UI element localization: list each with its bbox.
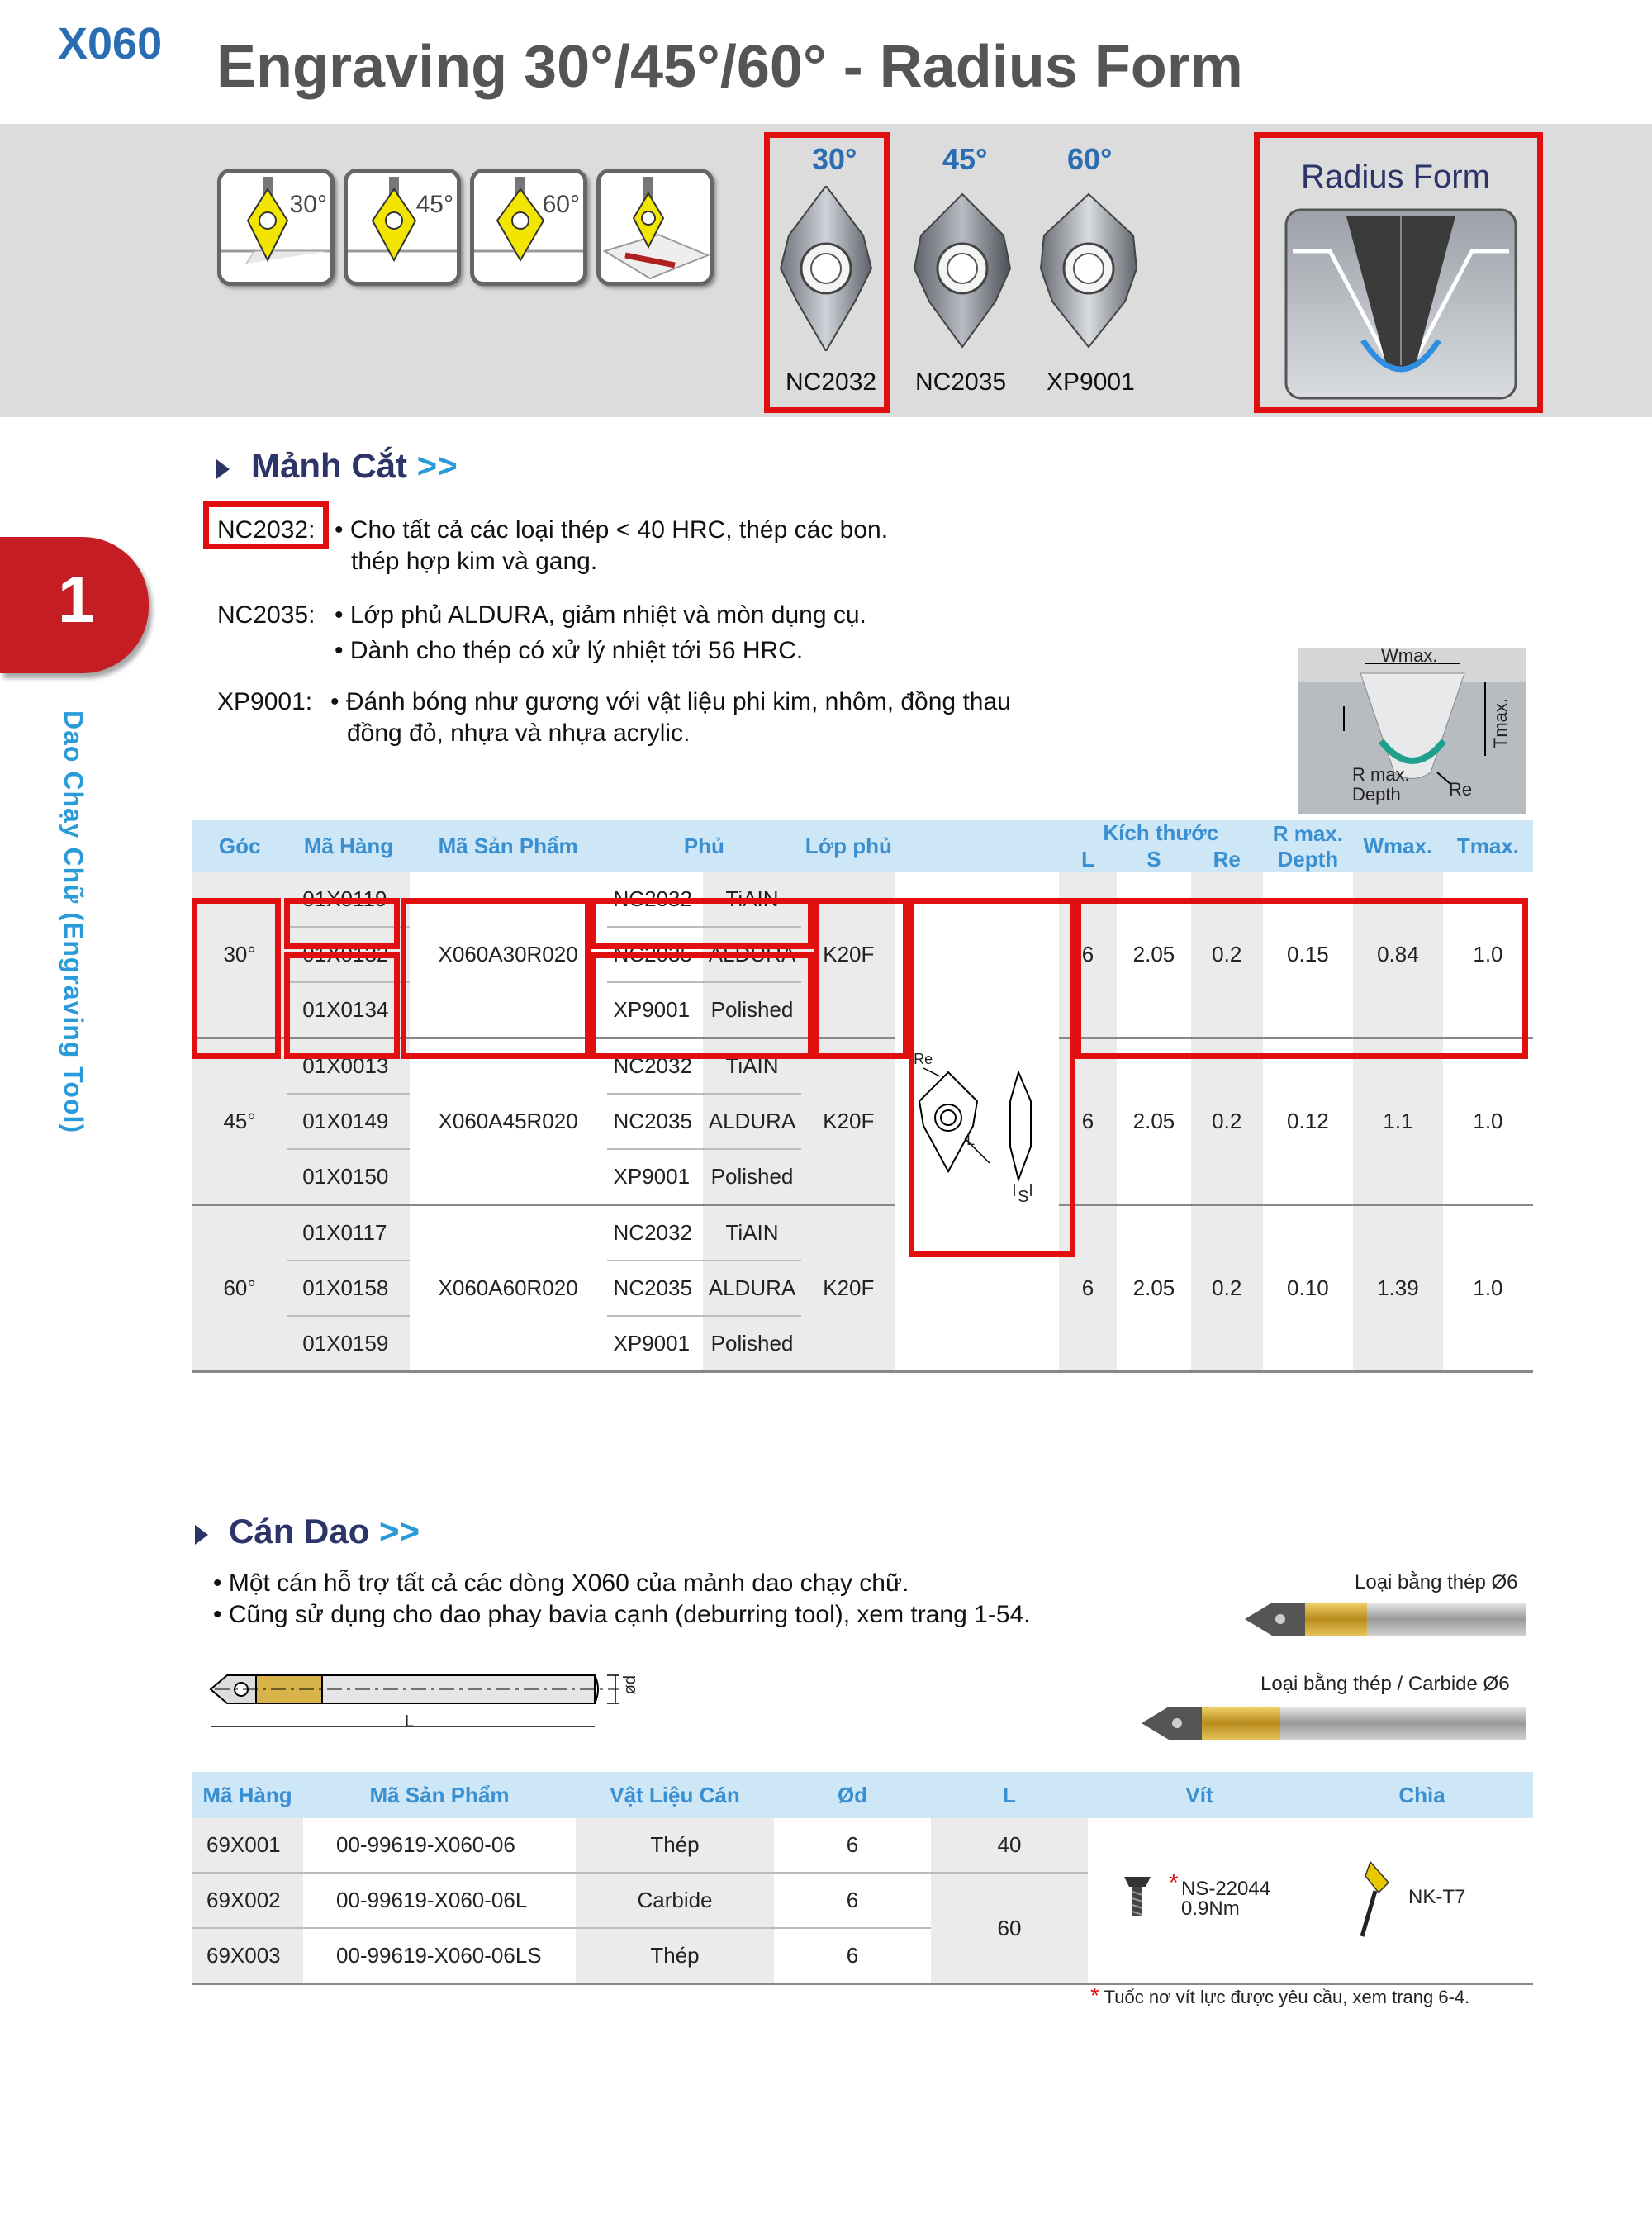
highlight-nc2035-xp9001 bbox=[591, 952, 814, 1059]
cell-ma-hang: 01X0119 bbox=[287, 872, 409, 927]
col-vit: Vít bbox=[1088, 1772, 1311, 1818]
col-rmax: R max. Depth bbox=[1263, 820, 1353, 872]
highlight-dimensions-30 bbox=[1075, 898, 1528, 1059]
cell-tmax: 1.0 bbox=[1443, 1205, 1533, 1372]
engraving-operation-icon bbox=[601, 173, 710, 282]
cell-wmax: 1.1 bbox=[1353, 1038, 1443, 1205]
cell-ma-san-pham: 00-99619-X060-06 bbox=[303, 1818, 576, 1873]
screw-code: NS-22044 bbox=[1181, 1878, 1271, 1900]
icon-45-degree bbox=[344, 169, 461, 286]
section-title: Mảnh Cắt bbox=[251, 446, 407, 485]
col-ma-hang: Mã Hàng bbox=[192, 1772, 303, 1818]
cell-l: 6 bbox=[1059, 1205, 1118, 1372]
section-manh-cat bbox=[251, 446, 458, 486]
cell-s: 2.05 bbox=[1117, 872, 1190, 1038]
col-od: Ød bbox=[774, 1772, 931, 1818]
groove-rmax-label: R max. bbox=[1352, 764, 1410, 785]
footnote bbox=[1090, 1983, 1469, 2009]
cell-lop-phu: K20F bbox=[801, 872, 895, 1038]
cell-grade: NC2035 bbox=[607, 1261, 703, 1316]
insert-45-icon bbox=[348, 173, 457, 282]
holder-bullet: • Một cán hỗ trợ tất cả các dòng X060 của mảnh dao chạy chữ. bbox=[213, 1570, 909, 1597]
diagram-l-label: L bbox=[966, 1131, 976, 1148]
cell-product: X060A45R020 bbox=[410, 1038, 607, 1205]
cell-ma-hang: 69X002 bbox=[192, 1873, 303, 1928]
cell-ma-hang: 01X0149 bbox=[287, 1094, 409, 1149]
section-title: Cán Dao bbox=[229, 1512, 370, 1551]
insert-name-nc2032: NC2032 bbox=[786, 368, 877, 396]
col-s: S bbox=[1117, 846, 1190, 872]
icon-60-degree bbox=[470, 169, 587, 286]
key-code: NK-T7 bbox=[1408, 1886, 1466, 1908]
cell-l: 6 bbox=[1059, 872, 1118, 1038]
cell-re: 0.2 bbox=[1191, 1038, 1263, 1205]
cell-coating: Polished bbox=[703, 1149, 801, 1205]
page-title: Engraving 30°/45°/60° - Radius Form bbox=[216, 34, 1243, 100]
section-bullet-icon bbox=[195, 1525, 208, 1545]
cell-coating: ALDURA bbox=[703, 1261, 801, 1316]
grade-desc-line: • Đánh bóng như gương với vật liệu phi kim, nhôm, đồng thau bbox=[330, 688, 1011, 715]
highlight-diagram bbox=[909, 898, 1075, 1257]
chapter-title: Dao Chạy Chữ (Engraving Tool) bbox=[59, 710, 88, 1134]
cell-angle: 45° bbox=[192, 1038, 287, 1205]
diagram-s-label: S bbox=[1018, 1187, 1029, 1206]
col-wmax: Wmax. bbox=[1353, 820, 1443, 872]
cell-ma-hang: 01X0013 bbox=[287, 1038, 409, 1095]
highlight-01x0119 bbox=[284, 898, 400, 949]
highlight-nc2032-tiain bbox=[591, 898, 814, 949]
grade-code-xp9001: XP9001: bbox=[217, 688, 313, 715]
cell-grade: NC2032 bbox=[607, 1038, 703, 1095]
col-chia: Chìa bbox=[1311, 1772, 1533, 1818]
cell-angle: 60° bbox=[192, 1205, 287, 1372]
cell-coating: ALDURA bbox=[703, 1094, 801, 1149]
col-phu: Phủ bbox=[607, 820, 802, 872]
radius-form-image bbox=[1284, 208, 1517, 400]
cell-ma-hang: 01X0159 bbox=[287, 1316, 409, 1372]
cell-ma-hang: 69X001 bbox=[192, 1818, 303, 1873]
insert-angle-60: 60° bbox=[1067, 142, 1113, 176]
holder-steel-image bbox=[1243, 1596, 1528, 1642]
screw-torque: 0.9Nm bbox=[1181, 1897, 1240, 1920]
cell-vat-lieu: Thép bbox=[576, 1818, 774, 1873]
cell-chia bbox=[1311, 1818, 1533, 1984]
cell-grade: NC2032 bbox=[607, 1205, 703, 1261]
grade-desc-line: • Lớp phủ ALDURA, giảm nhiệt và mòn dụng cụ. bbox=[335, 601, 866, 629]
highlight-k20f bbox=[814, 898, 909, 1059]
key-icon bbox=[1354, 1858, 1395, 1940]
insert-60-icon bbox=[474, 173, 583, 282]
col-ma-hang: Mã Hàng bbox=[287, 820, 409, 872]
groove-depth-label: Depth bbox=[1352, 784, 1401, 805]
cell-ma-san-pham: 00-99619-X060-06LS bbox=[303, 1928, 576, 1984]
cell-rmax: 0.12 bbox=[1263, 1038, 1353, 1205]
section-arrows: >> bbox=[379, 1512, 420, 1551]
cell-coating: Polished bbox=[703, 1316, 801, 1372]
screw-icon bbox=[1121, 1872, 1154, 1921]
cell-wmax: 0.84 bbox=[1353, 872, 1443, 1038]
cell-coating: TiAIN bbox=[703, 872, 801, 927]
screw-star: * bbox=[1169, 1869, 1179, 1897]
cell-coating: TiAIN bbox=[703, 1038, 801, 1095]
insert-name-nc2035: NC2035 bbox=[915, 368, 1007, 396]
col-tmax: Tmax. bbox=[1443, 820, 1533, 872]
groove-tmax-label: Tmax. bbox=[1490, 698, 1511, 749]
col-ma-san-pham: Mã Sản Phẩm bbox=[410, 820, 607, 872]
cell-vat-lieu: Carbide bbox=[576, 1873, 774, 1928]
holder-dim-l: L bbox=[405, 1712, 415, 1731]
cell-grade: XP9001 bbox=[607, 982, 703, 1038]
icon-angle-label: 45° bbox=[415, 191, 453, 218]
grade-desc-line: thép hợp kim và gang. bbox=[351, 548, 598, 575]
series-code: X060 bbox=[58, 19, 163, 69]
icon-angle-label: 60° bbox=[542, 191, 580, 218]
cell-rmax: 0.10 bbox=[1263, 1205, 1353, 1372]
insert-name-xp9001: XP9001 bbox=[1047, 368, 1135, 396]
cell-product: X060A30R020 bbox=[410, 872, 607, 1038]
grade-code-nc2035: NC2035: bbox=[217, 601, 316, 629]
col-re: Re bbox=[1191, 846, 1263, 872]
cell-l: 6 bbox=[1059, 1038, 1118, 1205]
cell-ma-hang: 01X0132 bbox=[287, 927, 409, 982]
cell-re: 0.2 bbox=[1191, 872, 1263, 1038]
section-arrows: >> bbox=[416, 446, 458, 485]
col-l: L bbox=[1059, 846, 1118, 872]
insert-xp9001-image bbox=[1039, 186, 1138, 351]
groove-diagram bbox=[1298, 645, 1526, 814]
highlight-30-insert bbox=[764, 132, 890, 413]
shank-label-steel: Loại bằng thép Ø6 bbox=[1355, 1571, 1518, 1593]
grade-desc-line: • Cho tất cả các loại thép < 40 HRC, thép các bon. bbox=[335, 516, 889, 544]
cell-l: 40 bbox=[931, 1818, 1088, 1873]
cell-ma-hang: 01X0117 bbox=[287, 1205, 409, 1261]
cell-s: 2.05 bbox=[1117, 1205, 1190, 1372]
cell-wmax: 1.39 bbox=[1353, 1205, 1443, 1372]
cell-tmax: 1.0 bbox=[1443, 872, 1533, 1038]
cell-lop-phu: K20F bbox=[801, 1205, 895, 1372]
col-diagram bbox=[895, 820, 1058, 872]
cell-coating: TiAIN bbox=[703, 1205, 801, 1261]
cell-coating: ALDURA bbox=[703, 927, 801, 982]
holder-carbide-image bbox=[1140, 1700, 1528, 1746]
grade-desc-line: đồng đỏ, nhựa và nhựa acrylic. bbox=[347, 720, 691, 747]
cell-ma-san-pham: 00-99619-X060-06L bbox=[303, 1873, 576, 1928]
cell-tmax: 1.0 bbox=[1443, 1038, 1533, 1205]
cell-grade: NC2032 bbox=[607, 872, 703, 927]
cell-re: 0.2 bbox=[1191, 1205, 1263, 1372]
cell-grade: XP9001 bbox=[607, 1316, 703, 1372]
cell-ma-hang: 01X0134 bbox=[287, 982, 409, 1038]
col-goc: Góc bbox=[192, 820, 287, 872]
section-bullet-icon bbox=[216, 459, 230, 479]
highlight-angle-30 bbox=[192, 898, 281, 1059]
cell-ma-hang: 69X003 bbox=[192, 1928, 303, 1984]
col-vat-lieu: Vật Liệu Cán bbox=[576, 1772, 774, 1818]
holder-dim-od: ød bbox=[621, 1675, 639, 1695]
holder-table bbox=[192, 1772, 1533, 1985]
cell-l: 60 bbox=[931, 1873, 1088, 1984]
insert-nc2035-image bbox=[913, 186, 1012, 351]
cell-grade: NC2035 bbox=[607, 927, 703, 982]
cell-od: 6 bbox=[774, 1818, 931, 1873]
groove-wmax-label: Wmax. bbox=[1381, 645, 1438, 666]
cell-rmax: 0.15 bbox=[1263, 872, 1353, 1038]
cell-grade: XP9001 bbox=[607, 1149, 703, 1205]
col-l: L bbox=[931, 1772, 1088, 1818]
cell-vat-lieu: Thép bbox=[576, 1928, 774, 1984]
cell-lop-phu: K20F bbox=[801, 1038, 895, 1205]
cell-vit bbox=[1088, 1818, 1311, 1984]
cell-grade: NC2035 bbox=[607, 1094, 703, 1149]
insert-angle-30: 30° bbox=[812, 142, 857, 176]
icon-engraving-operation bbox=[596, 169, 714, 286]
cell-od: 6 bbox=[774, 1873, 931, 1928]
footnote-text: Tuốc nơ vít lực được yêu cầu, xem trang 6-4. bbox=[1104, 1987, 1470, 2007]
cell-angle: 30° bbox=[192, 872, 287, 1038]
cell-ma-hang: 01X0158 bbox=[287, 1261, 409, 1316]
grade-desc-line: • Dành cho thép có xử lý nhiệt tới 56 HRC. bbox=[335, 637, 804, 664]
footnote-star: * bbox=[1090, 1983, 1099, 2008]
icon-30-degree bbox=[217, 169, 335, 286]
insert-30-icon bbox=[221, 173, 330, 282]
diagram-re-label: Re bbox=[914, 1050, 933, 1067]
cell-s: 2.05 bbox=[1117, 1038, 1190, 1205]
holder-bullet: • Cũng sử dụng cho dao phay bavia cạnh (deburring tool), xem trang 1-54. bbox=[213, 1601, 1031, 1628]
cell-ma-hang: 01X0150 bbox=[287, 1149, 409, 1205]
cell-product: X060A60R020 bbox=[410, 1205, 607, 1372]
col-ma-san-pham: Mã Sản Phẩm bbox=[303, 1772, 576, 1818]
shank-label-carbide: Loại bằng thép / Carbide Ø6 bbox=[1260, 1673, 1510, 1695]
insert-angle-45: 45° bbox=[942, 142, 988, 176]
cell-od: 6 bbox=[774, 1928, 931, 1984]
icon-angle-label: 30° bbox=[289, 191, 327, 218]
cell-coating: Polished bbox=[703, 982, 801, 1038]
table-row bbox=[192, 1818, 1533, 1873]
highlight-01x0132-0134 bbox=[284, 952, 400, 1059]
section-can-dao bbox=[229, 1512, 420, 1551]
col-kich-thuoc: Kích thước bbox=[1059, 820, 1263, 846]
table-row bbox=[192, 1205, 1533, 1261]
col-lop-phu: Lớp phủ bbox=[801, 820, 895, 872]
chapter-number: 1 bbox=[58, 563, 95, 636]
holder-drawing bbox=[206, 1652, 653, 1747]
highlight-x060a30r020 bbox=[401, 898, 591, 1059]
groove-re-label: Re bbox=[1449, 779, 1473, 800]
grade-code-nc2032: NC2032: bbox=[217, 516, 316, 544]
radius-form-label: Radius Form bbox=[1301, 159, 1490, 195]
